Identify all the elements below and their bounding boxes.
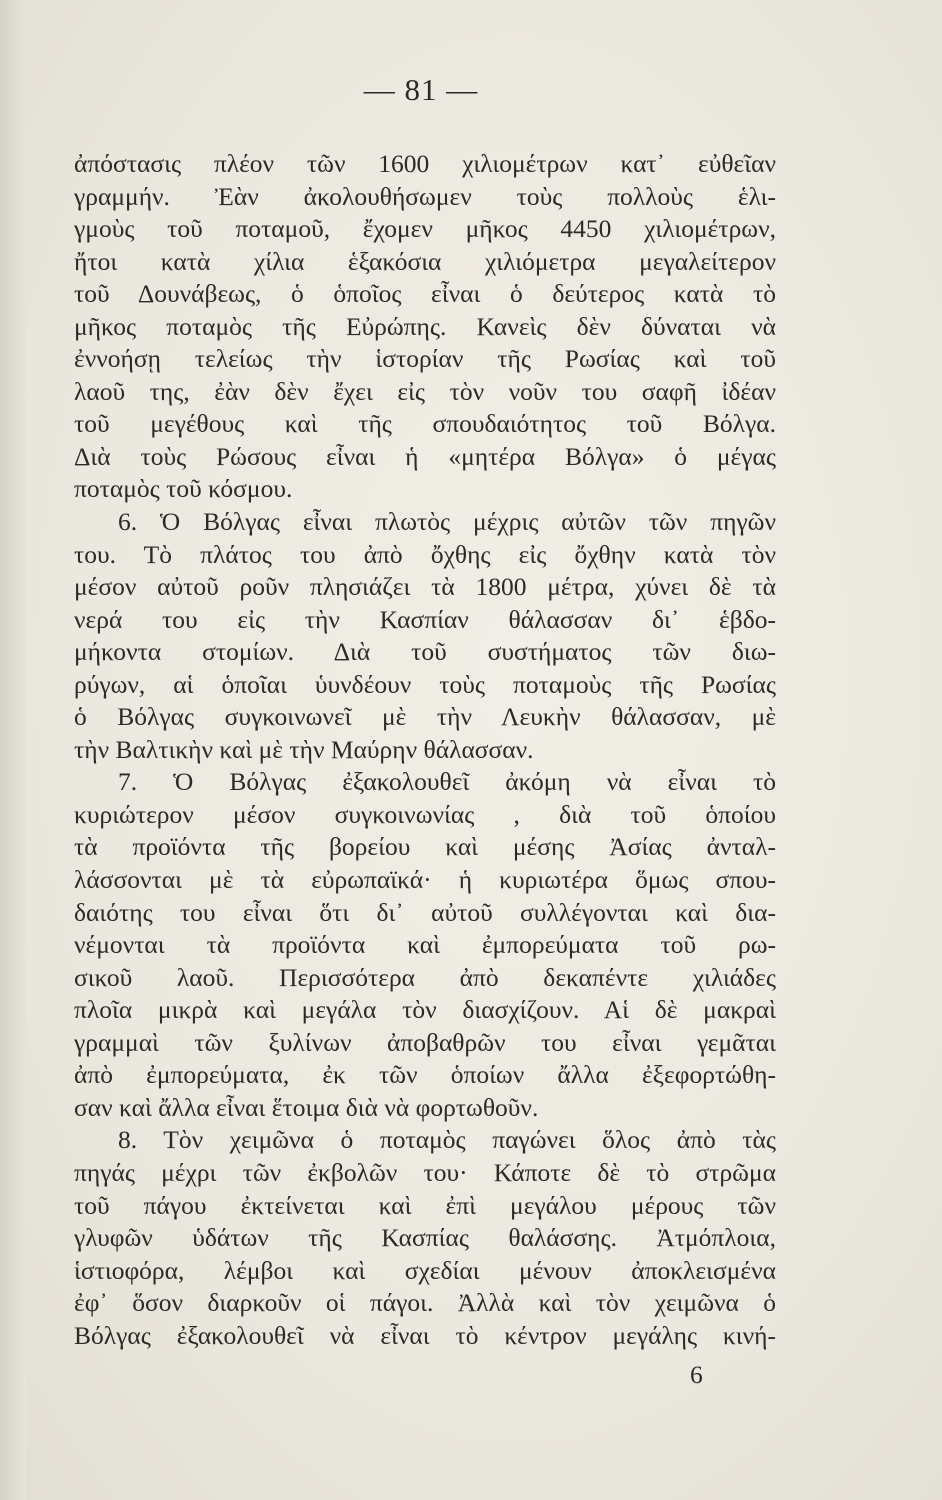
text-line: λαοῦ της, ἐὰν δὲν ἔχει εἰς τὸν νοῦν του σαφῆ ἰδέαν	[74, 376, 776, 406]
text-line: σικοῦ λαοῦ. Περισσότερα ἀπὸ δεκαπέντε χιλιάδες	[74, 962, 776, 992]
text-line: ὁ Βόλγας συγκοινωνεῖ μὲ τὴν Λευκὴν θάλασσαν, μὲ	[74, 702, 776, 732]
text-line: τὰ προϊόντα τῆς βορείου καὶ μέσης Ἀσίας ἀνταλ-	[74, 832, 776, 862]
page-number: — 81 —	[363, 72, 479, 107]
text-line: τὴν Βαλτικὴν καὶ μὲ τὴν Μαύρην θάλασσαν.	[74, 734, 534, 764]
text-line: σαν καὶ ἄλλα εἶναι ἕτοιμα διὰ νὰ φορτωθοῦν.	[74, 1092, 539, 1122]
text-line: γλυφῶν ὑδάτων τῆς Κασπίας θαλάσσης. Ἀτμόπλοια,	[74, 1223, 776, 1253]
text-line: 7. Ὁ Βόλγας ἐξακολουθεῖ ἀκόμη νὰ εἶναι τὸ	[118, 767, 776, 797]
signature-mark: 6	[690, 1360, 703, 1389]
text-line: πηγάς μέχρι τῶν ἐκβολῶν του· Κάποτε δὲ τὸ στρῶμα	[74, 1157, 776, 1187]
text-line: πλοῖα μικρὰ καὶ μεγάλα τὸν διασχίζουν. Αἱ δὲ μακραὶ	[74, 995, 776, 1025]
text-line: ἱστιοφόρα, λέμβοι καὶ σχεδίαι μένουν ἀποκλεισμένα	[74, 1255, 776, 1285]
text-line: 8. Τὸν χειμῶνα ὁ ποταμὸς παγώνει ὅλος ἀπὸ τὰς	[118, 1125, 776, 1155]
body-text	[74, 148, 776, 1352]
text-line: δαιότης του εἶναι ὅτι δι᾽ αὐτοῦ συλλέγονται καὶ δια-	[74, 897, 776, 927]
text-line: νέμονται τὰ προϊόντα καὶ ἐμπορεύματα τοῦ ρω-	[74, 930, 776, 960]
text-line: τοῦ μεγέθους καὶ τῆς σπουδαιότητος τοῦ Βόλγα.	[74, 409, 776, 439]
text-line: ἀπόστασις πλέον τῶν 1600 χιλιομέτρων κατ᾽ εὐθεῖαν	[74, 149, 776, 178]
text-line: μῆκος ποταμὸς τῆς Εὐρώπης. Κανεὶς δὲν δύναται νὰ	[74, 311, 776, 341]
text-line: τοῦ πάγου ἐκτείνεται καὶ ἐπὶ μεγάλου μέρους τῶν	[74, 1190, 776, 1220]
text-line: ἤτοι κατὰ χίλια ἑξακόσια χιλιόμετρα μεγαλείτερον	[74, 246, 776, 276]
text-line: ἐννοήσῃ τελείως τὴν ἱστορίαν τῆς Ρωσίας καὶ τοῦ	[74, 344, 776, 374]
text-line: μήκοντα στομίων. Διὰ τοῦ συστήματος τῶν διω-	[74, 637, 776, 667]
text-line: γμοὺς τοῦ ποταμοῦ, ἔχομεν μῆκος 4450 χιλιομέτρων,	[74, 214, 776, 244]
text-line: 6. Ὁ Βόλγας εἶναι πλωτὸς μέχρις αὐτῶν τῶν πηγῶν	[118, 507, 776, 537]
text-line: ρύγων, αἱ ὁποῖαι ὑυνδέουν τοὺς ποταμοὺς τῆς Ρωσίας	[74, 669, 776, 699]
text-line: ποταμὸς τοῦ κόσμου.	[74, 474, 293, 504]
text-line: ἐφ᾽ ὅσον διαρκοῦν οἱ πάγοι. Ἀλλὰ καὶ τὸν χειμῶνα ὁ	[74, 1288, 776, 1318]
text-line: ἀπὸ ἐμπορεύματα, ἐκ τῶν ὁποίων ἄλλα ἐξεφορτώθη-	[74, 1060, 776, 1090]
text-line: γραμμαὶ τῶν ξυλίνων ἀποβαθρῶν του εἶναι γεμᾶται	[74, 1027, 776, 1057]
text-line: του. Τὸ πλάτος του ἀπὸ ὄχθης εἰς ὄχθην κατὰ τὸν	[74, 539, 776, 569]
text-line: τοῦ Δουνάβεως, ὁ ὁποῖος εἶναι ὁ δεύτερος κατὰ τὸ	[74, 279, 776, 309]
text-line: γραμμήν. Ἐὰν ἀκολουθήσωμεν τοὺς πολλοὺς ἑλι-	[74, 181, 776, 211]
text-line: λάσσονται μὲ τὰ εὐρωπαϊκά· ἡ κυριωτέρα ὅμως σπου-	[74, 865, 776, 895]
text-line: μέσον αὐτοῦ ροῦν πλησιάζει τὰ 1800 μέτρα, χύνει δὲ τὰ	[74, 572, 776, 602]
text-line: νερά του εἰς τὴν Κασπίαν θάλασσαν δι᾽ ἑβδο-	[74, 604, 776, 634]
page-gutter-edge	[0, 0, 26, 1500]
text-line: κυριώτερον μέσον συγκοινωνίας , διὰ τοῦ ὁποίου	[74, 799, 776, 829]
text-line: Διὰ τοὺς Ρώσους εἶναι ἡ «μητέρα Βόλγα» ὁ μέγας	[74, 441, 776, 471]
text-line: Βόλγας ἐξακολουθεῖ νὰ εἶναι τὸ κέντρον μεγάλης κινή-	[74, 1320, 776, 1350]
